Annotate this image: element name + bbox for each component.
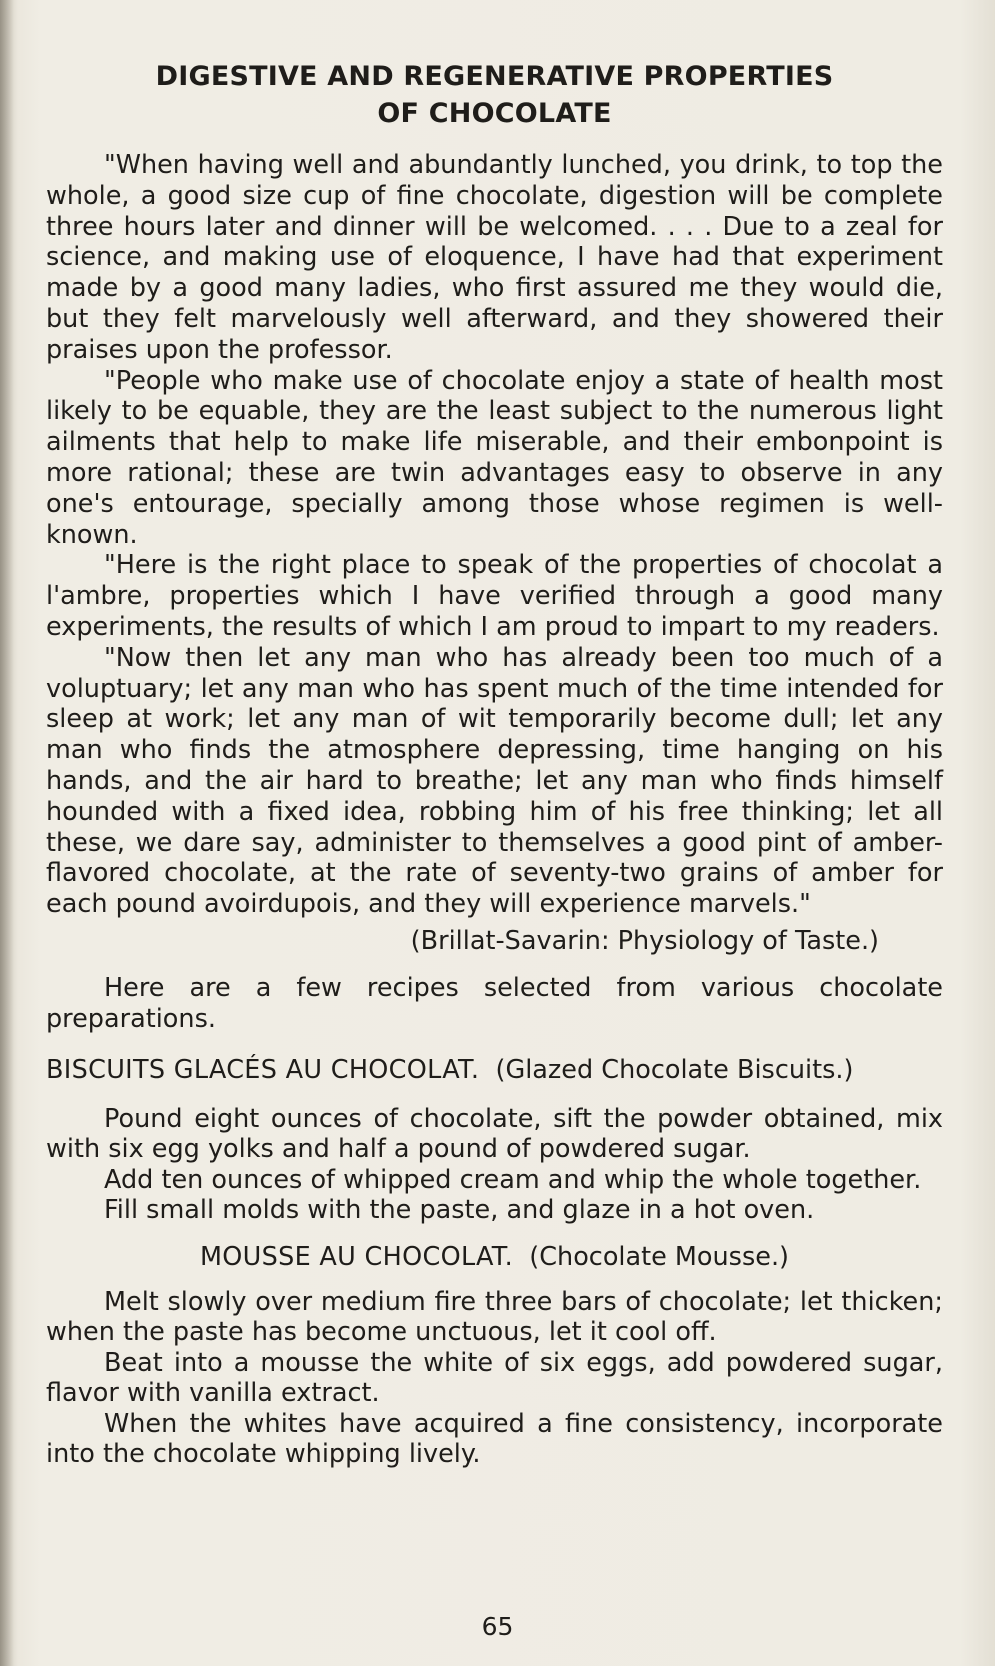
recipe-step: When the whites have acquired a fine consistency, incorporate into the chocolate whipping lively.: [46, 1408, 943, 1470]
quote-paragraph: "Here is the right place to speak of the properties of chocolat a l'ambre, properties which I have verified through a good many experiments, the results of which I am proud to impart to my readers.: [46, 550, 943, 642]
recipe-step: Melt slowly over medium fire three bars of chocolate; let thicken; when the paste has become unctuous, let it cool off.: [46, 1286, 943, 1348]
page-number: 65: [481, 1612, 514, 1641]
recipe-step: Fill small molds with the paste, and glaze in a hot oven.: [104, 1195, 815, 1226]
quote-block: [46, 150, 943, 920]
recipe-title: BISCUITS GLACÉS AU CHOCOLAT.: [46, 1054, 480, 1085]
recipe-heading-biscuits: [46, 1055, 943, 1086]
quote-paragraph: "When having well and abundantly lunched, you drink, to top the whole, a good size cup of fine chocolate, digestion will be complete three hours later and dinner will be welcomed. . . . Due to a zeal for science, and making use of eloquence, I have had that experiment made by a good many ladies, who first assured me they would die, but they felt marvelously well afterward, and they showered their praises upon the professor.: [46, 150, 943, 365]
page-title: [46, 58, 943, 132]
recipe-subtitle: (Glazed Chocolate Biscuits.): [495, 1054, 854, 1085]
recipe-steps-biscuits: [46, 1104, 943, 1226]
recipe-heading-mousse: [46, 1242, 943, 1273]
recipe-step: Beat into a mousse the white of six eggs, add powdered sugar, flavor with vanilla extract.: [46, 1347, 943, 1409]
recipe-step: Pound eight ounces of chocolate, sift the powder obtained, mix with six egg yolks and half a pound of powdered sugar.: [46, 1103, 943, 1165]
spine-shadow: [0, 0, 14, 1666]
recipes-intro: Here are a few recipes selected from various chocolate preparations.: [46, 972, 943, 1034]
recipe-steps-mousse: [46, 1287, 943, 1470]
quote-paragraph: "Now then let any man who has already been too much of a voluptuary; let any man who has spent much of the time intended for sleep at work; let any man of wit temporarily become dull; let any man who finds the atmosphere depressing, time hanging on his hands, and the air hard to breathe; let any man who finds himself hounded with a fixed idea, robbing him of his free thinking; let all these, we dare say, administer to themselves a good pint of amber-flavored chocolate, at the rate of seventy-two grains of amber for each pound avoirdupois, and they will experience marvels.": [46, 642, 943, 920]
recipe-step: Add ten ounces of whipped cream and whip the whole together.: [104, 1164, 922, 1195]
title-line-1: DIGESTIVE AND REGENERATIVE PROPERTIES: [155, 61, 834, 92]
quote-paragraph: "People who make use of chocolate enjoy a state of health most likely to be equable, they are the least subject to the numerous light ailments that help to make life miserable, and their embonpoint is more rational; these are twin advantages easy to observe in any one's entourage, specially among those whose regimen is well-known.: [46, 365, 943, 550]
title-line-2: OF CHOCOLATE: [377, 98, 612, 129]
quote-attribution: (Brillat-Savarin: Physiology of Taste.): [410, 925, 879, 956]
recipe-title: MOUSSE AU CHOCOLAT.: [199, 1241, 514, 1272]
recipe-subtitle: (Chocolate Mousse.): [529, 1241, 790, 1272]
